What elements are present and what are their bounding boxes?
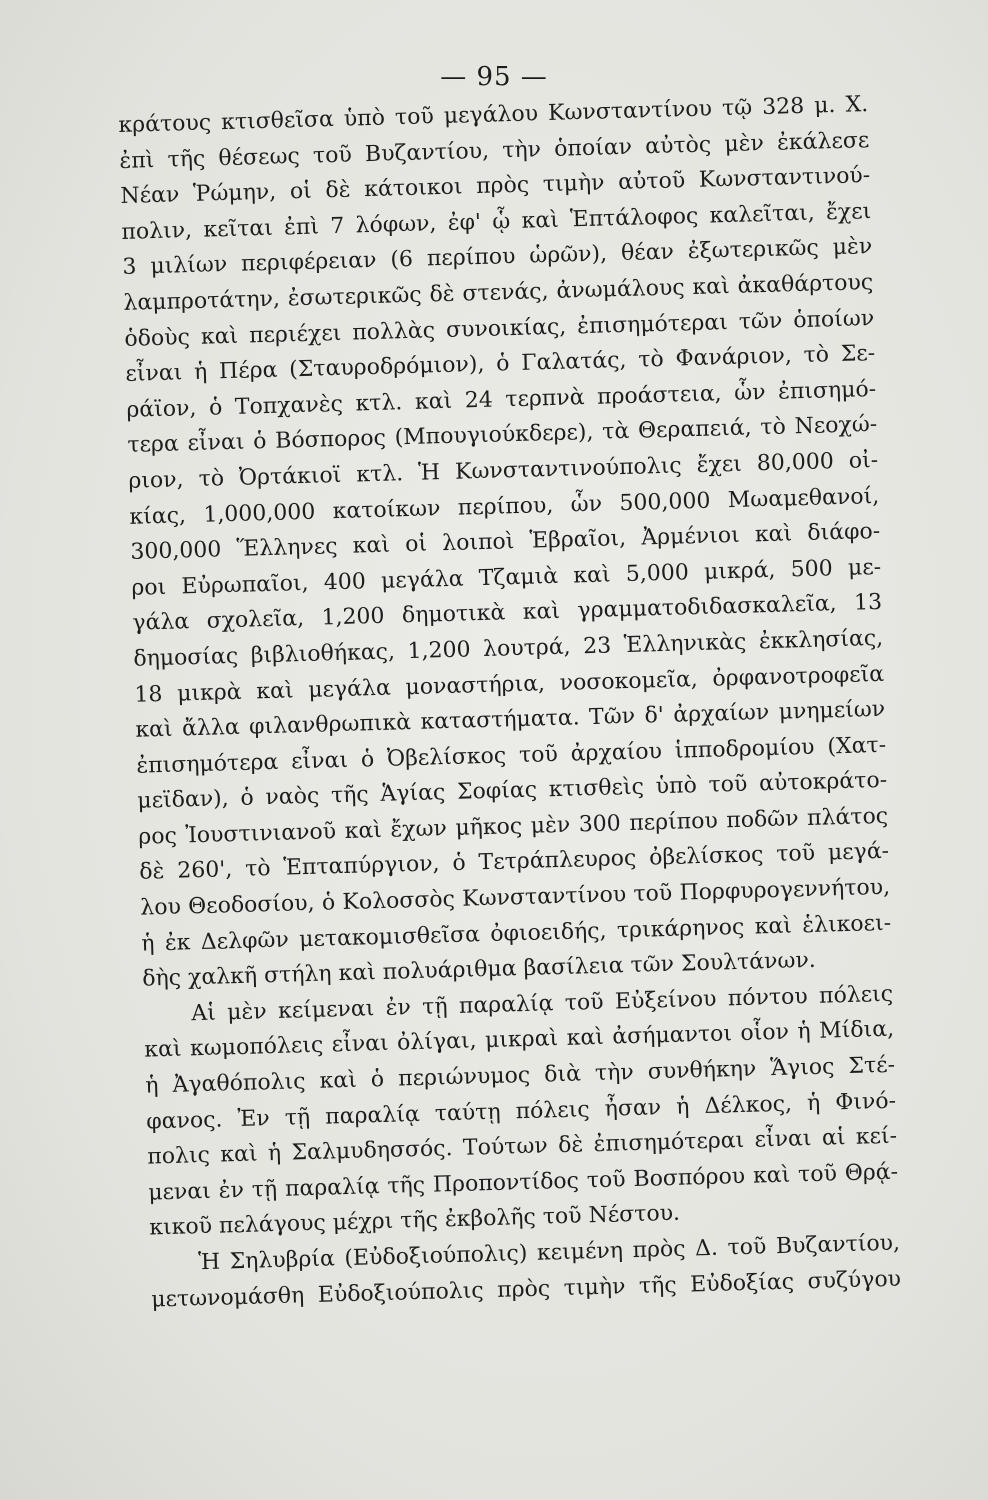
text-line: δημοσίας βιβλιοθήκας, 1,200 λουτρά, 23 Ἑλληνικὰς ἐκκλησίας,: [133, 625, 884, 672]
text-line: μεϊδαν), ὁ ναὸς τῆς Ἁγίας Σοφίας κτισθεὶς ὑπὸ τοῦ αὐτοκράτο-: [137, 768, 888, 815]
text-line: γάλα σχολεῖα, 1,200 δημοτικὰ καὶ γραμματοδιδασκαλεῖα, 13: [132, 590, 883, 637]
text-line: ἡ Ἀγαθόπολις καὶ ὁ περιώνυμος διὰ τὴν συνθήκην Ἅγιος Στέ-: [144, 1052, 896, 1099]
paragraph-start-line: Αἱ μὲν κείμεναι ἐν τῇ παραλίᾳ τοῦ Εὐξείνου πόντου πόλεις: [190, 981, 894, 1027]
text-line: κράτους κτισθεῖσα ὑπὸ τοῦ μεγάλου Κωνσταντίνου τῷ 328 μ. Χ.: [118, 92, 869, 138]
text-line: ρος Ἰουστινιανοῦ καὶ ἔχων μῆκος μὲν 300 περίπου ποδῶν πλάτος: [138, 803, 889, 850]
text-line: δὲ 260', τὸ Ἑπταπύργιον, ὁ Τετράπλευρος ὀβελίσκος τοῦ μεγά-: [139, 839, 890, 886]
text-line: ράϊον, ὁ Τοπχανὲς κτλ. καὶ 24 τερπνὰ προάστεια, ὧν ἐπισημό-: [126, 376, 877, 423]
text-line: πολις καὶ ἡ Σαλμυδησσός. Τούτων δὲ ἐπισημότεραι εἶναι αἱ κεί-: [146, 1123, 898, 1170]
text-line: δὴς χαλκῆ στήλη καὶ πολυάριθμα βασίλεια τῶν Σουλτάνων.: [141, 948, 817, 992]
text-line: φανος. Ἐν τῇ παραλίᾳ ταύτῃ πόλεις ἦσαν ἡ Δέλκος, ἡ Φινό-: [145, 1088, 897, 1135]
text-line: 3 μιλίων περιφέρειαν (6 περίπου ὡρῶν), θέαν ἐξωτερικῶς μὲν: [122, 234, 873, 281]
text-line: κίας, 1,000,000 κατοίκων περίπου, ὧν 500,000 Μωαμεθανοί,: [129, 483, 880, 530]
text-line: ἡ ἐκ Δελφῶν μετακομισθεῖσα ὀφιοειδής, τρικάρηνος καὶ ἑλικοει-: [140, 910, 892, 957]
text-line: εἶναι ἡ Πέρα (Σταυροδρόμιον), ὁ Γαλατάς, τὸ Φανάριον, τὸ Σε-: [125, 341, 876, 388]
text-line: 18 μικρὰ καὶ μεγάλα μοναστήρια, νοσοκομεῖα, ὀρφανοτροφεῖα: [134, 661, 885, 708]
text-line: μετωνομάσθη Εὐδοξιούπολις πρὸς τιμὴν τῆς Εὐδοξίας συζύγου: [150, 1266, 902, 1313]
text-line: Νέαν Ῥώμην, οἱ δὲ κάτοικοι πρὸς τιμὴν αὐτοῦ Κωνσταντινού-: [120, 163, 871, 210]
text-line: μεναι ἐν τῇ παραλίᾳ τῆς Προποντίδος τοῦ Βοσπόρου καὶ τοῦ Θρᾴ-: [147, 1159, 899, 1206]
text-line: ριον, τὸ Ὀρτάκιοϊ κτλ. Ἡ Κωνσταντινούπολις ἔχει 80,000 οἰ-: [128, 447, 879, 494]
text-line: ἐπὶ τῆς θέσεως τοῦ Βυζαντίου, τὴν ὁποίαν αὐτὸς μὲν ἐκάλεσε: [119, 127, 870, 174]
paragraph-start-line: Ἡ Σηλυβρία (Εὐδοξιούπολις) κειμένη πρὸς Δ. τοῦ Βυζαντίου,: [197, 1230, 901, 1276]
page-number: — 95 —: [440, 62, 548, 92]
body-text: [118, 87, 901, 1318]
text-line: λου Θεοδοσίου, ὁ Κολοσσὸς Κωνσταντίνου τοῦ Πορφυρογεννήτου,: [140, 874, 891, 921]
text-line: ὁδοὺς καὶ περιέχει πολλὰς συνοικίας, ἐπισημότεραι τῶν ὁποίων: [124, 305, 875, 352]
text-line: καὶ κωμοπόλεις εἶναι ὀλίγαι, μικραὶ καὶ ἀσήμαντοι οἷον ἡ Μίδια,: [143, 1017, 895, 1064]
text-line: ἐπισημότερα εἶναι ὁ Ὀβελίσκος τοῦ ἀρχαίου ἱπποδρομίου (Χατ-: [136, 732, 887, 779]
text-line: ροι Εὐρωπαῖοι, 400 μεγάλα Τζαμιὰ καὶ 5,000 μικρά, 500 με-: [131, 554, 882, 601]
text-line: 300,000 Ἕλληνες καὶ οἱ λοιποὶ Ἑβραῖοι, Ἀρμένιοι καὶ διάφο-: [130, 519, 881, 565]
text-line: τερα εἶναι ὁ Βόσπορος (Μπουγιούκδερε), τὰ Θεραπειά, τὸ Νεοχώ-: [127, 412, 878, 459]
text-line: καὶ ἄλλα φιλανθρωπικὰ καταστήματα. Τῶν δ' ἀρχαίων μνημείων: [135, 696, 886, 743]
text-line: πολιν, κεῖται ἐπὶ 7 λόφων, ἐφ' ᾧ καὶ Ἑπτάλοφος καλεῖται, ἔχει: [121, 198, 872, 245]
text-line: λαμπροτάτην, ἐσωτερικῶς δὲ στενάς, ἀνωμάλους καὶ ἀκαθάρτους: [123, 269, 874, 316]
text-line: κικοῦ πελάγους μέχρι τῆς ἐκβολῆς τοῦ Νέστου.: [148, 1201, 681, 1241]
